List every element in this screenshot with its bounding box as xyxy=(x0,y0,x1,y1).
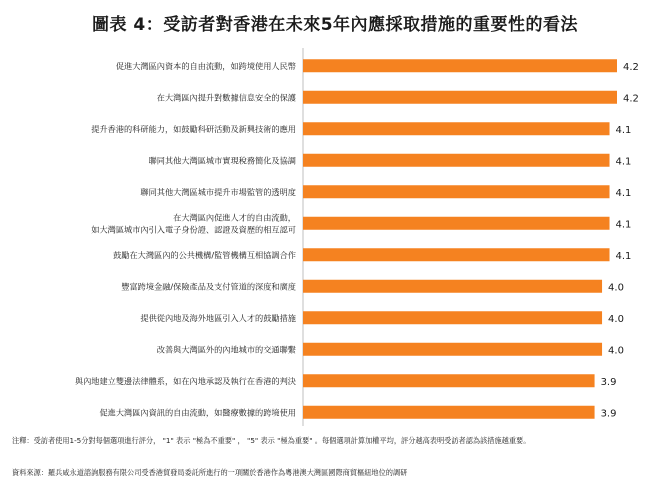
category-label-1: 在大灣區內提升對數據信息安全的保護 xyxy=(156,92,296,103)
value-label-4: 4.1 xyxy=(615,187,632,199)
value-label-11: 3.9 xyxy=(600,408,617,420)
bar-10 xyxy=(303,374,595,387)
bar-1 xyxy=(303,91,617,104)
category-label-10: 與內地建立雙邊法律體系，如在內地承認及執行在香港的判決 xyxy=(74,375,296,386)
value-label-1: 4.2 xyxy=(623,93,639,105)
category-label-11: 促進大灣區內資訊的自由流動，如醫療數據的跨境使用 xyxy=(99,407,296,418)
category-label-5-line-1: 如大灣區城市內引入電子身份證、認證及資歷的相互認可 xyxy=(91,224,296,235)
value-label-3: 4.1 xyxy=(615,156,632,168)
value-label-0: 4.2 xyxy=(623,61,639,73)
category-label-9: 改善與大灣區外的內地城市的交通聯繫 xyxy=(156,344,296,355)
value-label-5: 4.1 xyxy=(615,219,632,231)
category-label-4: 聯同其他大灣區城市提升市場監管的透明度 xyxy=(140,186,296,197)
value-label-9: 4.0 xyxy=(608,345,624,357)
chart-title: 圖表 4：受訪者對香港在未來5年內應採取措施的重要性的看法 xyxy=(91,15,579,35)
category-label-3: 聯同其他大灣區城市實現稅務簡化及協調 xyxy=(148,155,296,166)
value-label-2: 4.1 xyxy=(615,124,632,136)
value-label-6: 4.1 xyxy=(615,250,632,262)
bar-11 xyxy=(303,406,595,419)
chart-source: 資料來源：羅兵咸永道諮詢服務有限公司受香港貿發局委託所進行的一項關於香港作為粵港澳大灣區國際商貿樞紐地位的調研 xyxy=(12,468,408,477)
bar-5 xyxy=(303,217,610,230)
category-label-6: 鼓勵在大灣區內的公共機構/監管機構互相協調合作 xyxy=(113,249,296,260)
category-label-7: 豐富跨境金融/保險產品及支付管道的深度和廣度 xyxy=(121,281,296,292)
chart-note: 注釋：受訪者使用1-5分對每個選項進行評分， "1" 表示 "極為不重要" ， "5" 表示 "極為重要" 。每個選項計算加權平均，評分越高表明受訪者認為該措施越重要。 xyxy=(12,436,531,445)
value-label-8: 4.0 xyxy=(608,313,624,325)
value-label-7: 4.0 xyxy=(608,282,624,294)
bar-9 xyxy=(303,343,602,356)
bar-2 xyxy=(303,122,610,135)
category-label-2: 提升香港的科研能力，如鼓勵科研活動及新興技術的應用 xyxy=(91,123,296,134)
value-label-10: 3.9 xyxy=(600,376,617,388)
category-label-0: 促進大灣區內資本的自由流動，如跨境使用人民幣 xyxy=(115,60,296,71)
bar-6 xyxy=(303,248,610,261)
category-label-5-line-0: 在大灣區內促進人才的自由流動， xyxy=(173,212,296,223)
category-label-8: 提供從內地及海外地區引入人才的鼓勵措施 xyxy=(140,312,296,323)
bar-0 xyxy=(303,59,617,72)
bar-8 xyxy=(303,311,602,324)
bar-3 xyxy=(303,154,610,167)
bar-4 xyxy=(303,185,610,198)
bar-7 xyxy=(303,280,602,293)
